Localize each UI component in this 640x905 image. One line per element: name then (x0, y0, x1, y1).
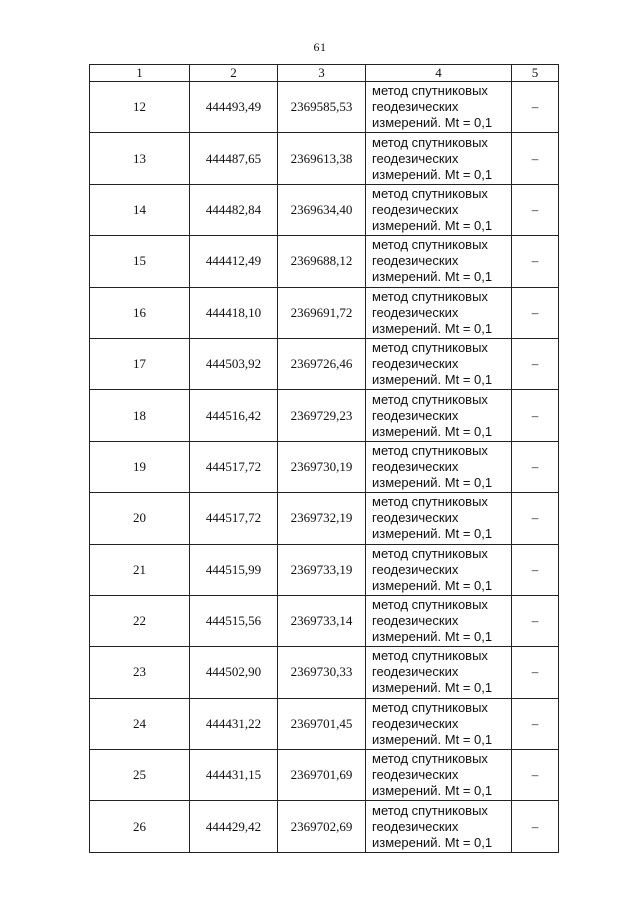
x-coordinate-cell: 444431,15 (190, 750, 278, 801)
point-number-cell: 24 (90, 698, 190, 749)
note-cell: – (512, 698, 559, 749)
y-coordinate-cell: 2369733,19 (278, 544, 366, 595)
x-coordinate-cell: 444515,99 (190, 544, 278, 595)
method-cell: метод спутниковых геодезических измерений. Mt = 0,1 (366, 133, 512, 184)
note-cell: – (512, 801, 559, 852)
method-cell: метод спутниковых геодезических измерений. Mt = 0,1 (366, 82, 512, 133)
x-coordinate-cell: 444418,10 (190, 287, 278, 338)
point-number-cell: 21 (90, 544, 190, 595)
note-cell: – (512, 441, 559, 492)
x-coordinate-cell: 444517,72 (190, 493, 278, 544)
table-row (90, 390, 559, 441)
y-coordinate-cell: 2369730,33 (278, 647, 366, 698)
table-row (90, 595, 559, 646)
point-number-cell: 14 (90, 184, 190, 235)
x-coordinate-cell: 444431,22 (190, 698, 278, 749)
point-number-cell: 18 (90, 390, 190, 441)
header-col-1: 1 (90, 65, 190, 82)
x-coordinate-cell: 444502,90 (190, 647, 278, 698)
method-cell: метод спутниковых геодезических измерений. Mt = 0,1 (366, 595, 512, 646)
note-cell: – (512, 595, 559, 646)
note-cell: – (512, 750, 559, 801)
note-cell: – (512, 544, 559, 595)
x-coordinate-cell: 444412,49 (190, 236, 278, 287)
y-coordinate-cell: 2369732,19 (278, 493, 366, 544)
y-coordinate-cell: 2369701,45 (278, 698, 366, 749)
header-col-3: 3 (278, 65, 366, 82)
method-cell: метод спутниковых геодезических измерений. Mt = 0,1 (366, 287, 512, 338)
y-coordinate-cell: 2369726,46 (278, 338, 366, 389)
point-number-cell: 13 (90, 133, 190, 184)
note-cell: – (512, 184, 559, 235)
y-coordinate-cell: 2369691,72 (278, 287, 366, 338)
method-cell: метод спутниковых геодезических измерений. Mt = 0,1 (366, 493, 512, 544)
note-cell: – (512, 133, 559, 184)
method-cell: метод спутниковых геодезических измерений. Mt = 0,1 (366, 801, 512, 852)
method-cell: метод спутниковых геодезических измерений. Mt = 0,1 (366, 338, 512, 389)
point-number-cell: 15 (90, 236, 190, 287)
table-row (90, 287, 559, 338)
page-number: 61 (313, 40, 327, 54)
method-cell: метод спутниковых геодезических измерений. Mt = 0,1 (366, 750, 512, 801)
point-number-cell: 16 (90, 287, 190, 338)
x-coordinate-cell: 444482,84 (190, 184, 278, 235)
header-col-5: 5 (512, 65, 559, 82)
point-number-cell: 12 (90, 82, 190, 133)
y-coordinate-cell: 2369730,19 (278, 441, 366, 492)
x-coordinate-cell: 444503,92 (190, 338, 278, 389)
note-cell: – (512, 647, 559, 698)
table-row (90, 184, 559, 235)
y-coordinate-cell: 2369634,40 (278, 184, 366, 235)
method-cell: метод спутниковых геодезических измерений. Mt = 0,1 (366, 544, 512, 595)
method-cell: метод спутниковых геодезических измерений. Mt = 0,1 (366, 647, 512, 698)
table-row (90, 544, 559, 595)
method-cell: метод спутниковых геодезических измерений. Mt = 0,1 (366, 236, 512, 287)
coordinates-table (89, 64, 559, 853)
table-row (90, 698, 559, 749)
table-row (90, 133, 559, 184)
table-row (90, 338, 559, 389)
y-coordinate-cell: 2369613,38 (278, 133, 366, 184)
note-cell: – (512, 287, 559, 338)
table-row (90, 82, 559, 133)
table-row (90, 647, 559, 698)
x-coordinate-cell: 444517,72 (190, 441, 278, 492)
y-coordinate-cell: 2369701,69 (278, 750, 366, 801)
table-row (90, 441, 559, 492)
x-coordinate-cell: 444516,42 (190, 390, 278, 441)
header-col-2: 2 (190, 65, 278, 82)
note-cell: – (512, 338, 559, 389)
table-row (90, 236, 559, 287)
table-row (90, 801, 559, 852)
note-cell: – (512, 493, 559, 544)
table-row (90, 750, 559, 801)
point-number-cell: 26 (90, 801, 190, 852)
y-coordinate-cell: 2369585,53 (278, 82, 366, 133)
table-header-row (90, 65, 559, 82)
method-cell: метод спутниковых геодезических измерений. Mt = 0,1 (366, 698, 512, 749)
header-col-4: 4 (366, 65, 512, 82)
point-number-cell: 23 (90, 647, 190, 698)
point-number-cell: 22 (90, 595, 190, 646)
point-number-cell: 19 (90, 441, 190, 492)
x-coordinate-cell: 444515,56 (190, 595, 278, 646)
point-number-cell: 17 (90, 338, 190, 389)
method-cell: метод спутниковых геодезических измерений. Mt = 0,1 (366, 184, 512, 235)
note-cell: – (512, 236, 559, 287)
note-cell: – (512, 390, 559, 441)
point-number-cell: 20 (90, 493, 190, 544)
y-coordinate-cell: 2369733,14 (278, 595, 366, 646)
x-coordinate-cell: 444493,49 (190, 82, 278, 133)
x-coordinate-cell: 444487,65 (190, 133, 278, 184)
method-cell: метод спутниковых геодезических измерений. Mt = 0,1 (366, 390, 512, 441)
x-coordinate-cell: 444429,42 (190, 801, 278, 852)
y-coordinate-cell: 2369702,69 (278, 801, 366, 852)
method-cell: метод спутниковых геодезических измерений. Mt = 0,1 (366, 441, 512, 492)
y-coordinate-cell: 2369688,12 (278, 236, 366, 287)
y-coordinate-cell: 2369729,23 (278, 390, 366, 441)
point-number-cell: 25 (90, 750, 190, 801)
note-cell: – (512, 82, 559, 133)
table-row (90, 493, 559, 544)
